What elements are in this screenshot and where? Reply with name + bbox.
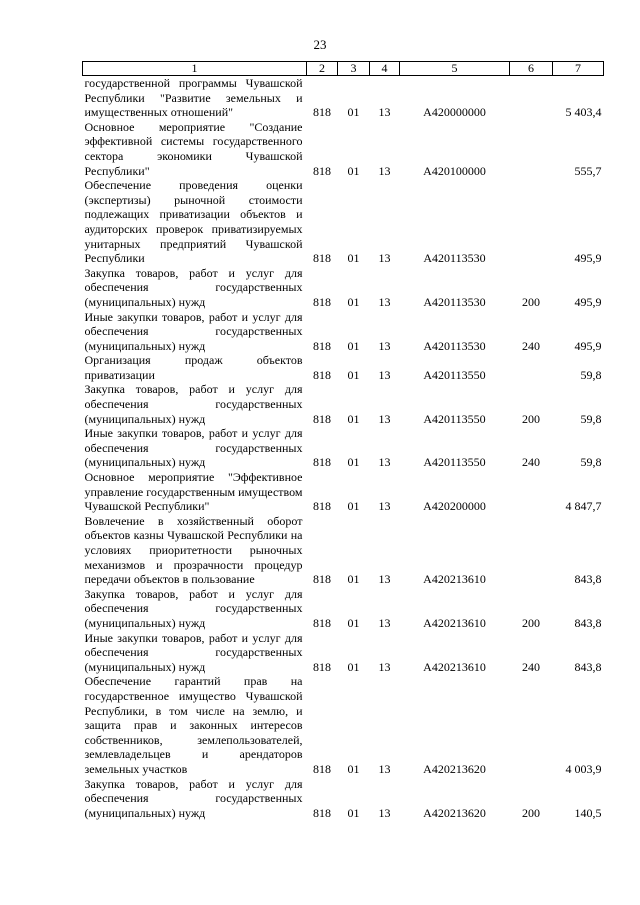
row-target-article: А420113530 xyxy=(423,251,486,266)
row-subsection: 13 xyxy=(378,805,391,820)
row-section: 01 xyxy=(347,163,360,178)
row-subsection: 13 xyxy=(378,615,391,630)
row-expense-type: 200 xyxy=(522,615,540,630)
table-row xyxy=(83,76,604,120)
row-name: Закупка товаров, работ и услуг для обеспечения государственных (муниципальных) нужд xyxy=(84,382,303,426)
row-subsection: 13 xyxy=(378,163,391,178)
row-target-article: А420213620 xyxy=(423,761,486,776)
row-expense-type: 240 xyxy=(522,659,540,674)
row-section: 01 xyxy=(347,761,360,776)
row-name: Вовлечение в хозяйственный оборот объектов казны Чувашской Республики на условиях приоритетности рыночных механизмов и прозрачности процедур передачи объектов в пользование xyxy=(84,513,303,587)
row-subsection: 13 xyxy=(378,294,391,309)
row-amount: 843,8 xyxy=(574,659,602,674)
table-row xyxy=(83,178,604,266)
column-number-1: 1 xyxy=(83,62,307,76)
table-row xyxy=(83,470,604,514)
row-name: Иные закупки товаров, работ и услуг для обеспечения государственных (муниципальных) нужд xyxy=(84,309,303,353)
column-number-4: 4 xyxy=(370,62,400,76)
row-subsection: 13 xyxy=(378,105,391,120)
row-amount: 495,9 xyxy=(574,294,602,309)
row-name: Организация продаж объектов приватизации xyxy=(84,353,303,382)
row-admin-code: 818 xyxy=(313,163,331,178)
row-admin-code: 818 xyxy=(313,572,331,587)
row-section: 01 xyxy=(347,572,360,587)
row-amount: 59,8 xyxy=(580,455,602,470)
row-target-article: А420113550 xyxy=(423,411,486,426)
row-amount: 843,8 xyxy=(574,615,602,630)
row-admin-code: 818 xyxy=(313,761,331,776)
row-admin-code: 818 xyxy=(313,105,331,120)
row-name: Обеспечение проведения оценки (экспертизы) рыночной стоимости подлежащих приватизации объектов и аудиторских проверок приватизируемых унитарных предприятий Чувашской Республики xyxy=(84,178,303,266)
row-section: 01 xyxy=(347,455,360,470)
row-section: 01 xyxy=(347,294,360,309)
row-section: 01 xyxy=(347,411,360,426)
row-subsection: 13 xyxy=(378,455,391,470)
row-section: 01 xyxy=(347,105,360,120)
row-expense-type: 240 xyxy=(522,455,540,470)
row-target-article: А420113530 xyxy=(423,294,486,309)
row-target-article: А420113550 xyxy=(423,455,486,470)
column-number-2: 2 xyxy=(307,62,338,76)
table-row xyxy=(83,777,604,821)
row-name: Обеспечение гарантий прав на государственное имущество Чувашской Республики, в том числе на землю, и защита прав и законных интересов собственников, землепользователей, землевладельцев и арендаторов земельных участков xyxy=(84,674,303,776)
row-amount: 843,8 xyxy=(574,572,602,587)
row-section: 01 xyxy=(347,805,360,820)
page-number: 23 xyxy=(313,37,327,52)
row-admin-code: 818 xyxy=(313,805,331,820)
row-target-article: А420213620 xyxy=(423,805,486,820)
row-admin-code: 818 xyxy=(313,411,331,426)
row-name: Закупка товаров, работ и услуг для обеспечения государственных (муниципальных) нужд xyxy=(84,776,303,820)
row-amount: 4 847,7 xyxy=(565,499,602,514)
row-amount: 4 003,9 xyxy=(565,761,602,776)
row-expense-type xyxy=(510,76,553,120)
table-row xyxy=(83,631,604,675)
row-target-article: А420213610 xyxy=(423,659,486,674)
row-section: 01 xyxy=(347,338,360,353)
row-expense-type: 200 xyxy=(522,411,540,426)
row-expense-type xyxy=(510,470,553,514)
row-amount: 495,9 xyxy=(574,338,602,353)
table-row xyxy=(83,426,604,470)
row-expense-type: 200 xyxy=(522,294,540,309)
row-amount: 495,9 xyxy=(574,251,602,266)
row-admin-code: 818 xyxy=(313,251,331,266)
row-amount: 555,7 xyxy=(574,163,602,178)
budget-rows xyxy=(83,76,604,821)
row-admin-code: 818 xyxy=(313,455,331,470)
row-subsection: 13 xyxy=(378,572,391,587)
table-row xyxy=(83,514,604,587)
row-amount: 140,5 xyxy=(574,805,602,820)
row-target-article: А420213610 xyxy=(423,615,486,630)
row-target-article: А420113550 xyxy=(423,367,486,382)
row-amount: 59,8 xyxy=(580,411,602,426)
row-admin-code: 818 xyxy=(313,367,331,382)
table-row xyxy=(83,120,604,178)
row-section: 01 xyxy=(347,615,360,630)
row-admin-code: 818 xyxy=(313,659,331,674)
budget-table xyxy=(82,61,604,820)
row-name: Иные закупки товаров, работ и услуг для обеспечения государственных (муниципальных) нужд xyxy=(84,426,303,470)
row-section: 01 xyxy=(347,367,360,382)
table-row xyxy=(83,266,604,310)
row-expense-type xyxy=(510,353,553,382)
row-subsection: 13 xyxy=(378,251,391,266)
row-admin-code: 818 xyxy=(313,615,331,630)
row-name: Закупка товаров, работ и услуг для обеспечения государственных (муниципальных) нужд xyxy=(84,586,303,630)
row-expense-type xyxy=(510,178,553,266)
table-row xyxy=(83,587,604,631)
row-name: Основное мероприятие "Эффективное управление государственным имуществом Чувашской Республики" xyxy=(84,470,303,514)
row-target-article: А420200000 xyxy=(423,499,486,514)
table-row xyxy=(83,674,604,776)
column-number-7: 7 xyxy=(553,62,604,76)
row-subsection: 13 xyxy=(378,367,391,382)
table-row xyxy=(83,353,604,382)
row-subsection: 13 xyxy=(378,338,391,353)
row-expense-type xyxy=(510,514,553,587)
table-row xyxy=(83,382,604,426)
column-number-3: 3 xyxy=(338,62,370,76)
row-amount: 59,8 xyxy=(580,367,602,382)
row-name: Иные закупки товаров, работ и услуг для обеспечения государственных (муниципальных) нужд xyxy=(84,630,303,674)
row-admin-code: 818 xyxy=(313,294,331,309)
row-expense-type: 200 xyxy=(522,805,540,820)
row-name: государственной программы Чувашской Республики "Развитие земельных и имущественных отношений" xyxy=(84,76,303,120)
row-subsection: 13 xyxy=(378,499,391,514)
row-subsection: 13 xyxy=(378,761,391,776)
column-number-5: 5 xyxy=(400,62,510,76)
row-target-article: А420213610 xyxy=(423,572,486,587)
row-target-article: А420100000 xyxy=(423,163,486,178)
row-admin-code: 818 xyxy=(313,338,331,353)
column-number-6: 6 xyxy=(510,62,553,76)
table-row xyxy=(83,310,604,354)
row-section: 01 xyxy=(347,251,360,266)
row-expense-type xyxy=(510,674,553,776)
row-subsection: 13 xyxy=(378,411,391,426)
row-section: 01 xyxy=(347,659,360,674)
column-number-header-row xyxy=(83,62,604,76)
row-subsection: 13 xyxy=(378,659,391,674)
row-admin-code: 818 xyxy=(313,499,331,514)
row-amount: 5 403,4 xyxy=(565,105,602,120)
row-expense-type xyxy=(510,120,553,178)
row-name: Основное мероприятие "Создание эффективной системы государственного сектора экономики Чувашской Республики" xyxy=(84,119,303,178)
row-expense-type: 240 xyxy=(522,338,540,353)
row-name: Закупка товаров, работ и услуг для обеспечения государственных (муниципальных) нужд xyxy=(84,265,303,309)
row-target-article: А420000000 xyxy=(423,105,486,120)
row-target-article: А420113530 xyxy=(423,338,486,353)
row-section: 01 xyxy=(347,499,360,514)
